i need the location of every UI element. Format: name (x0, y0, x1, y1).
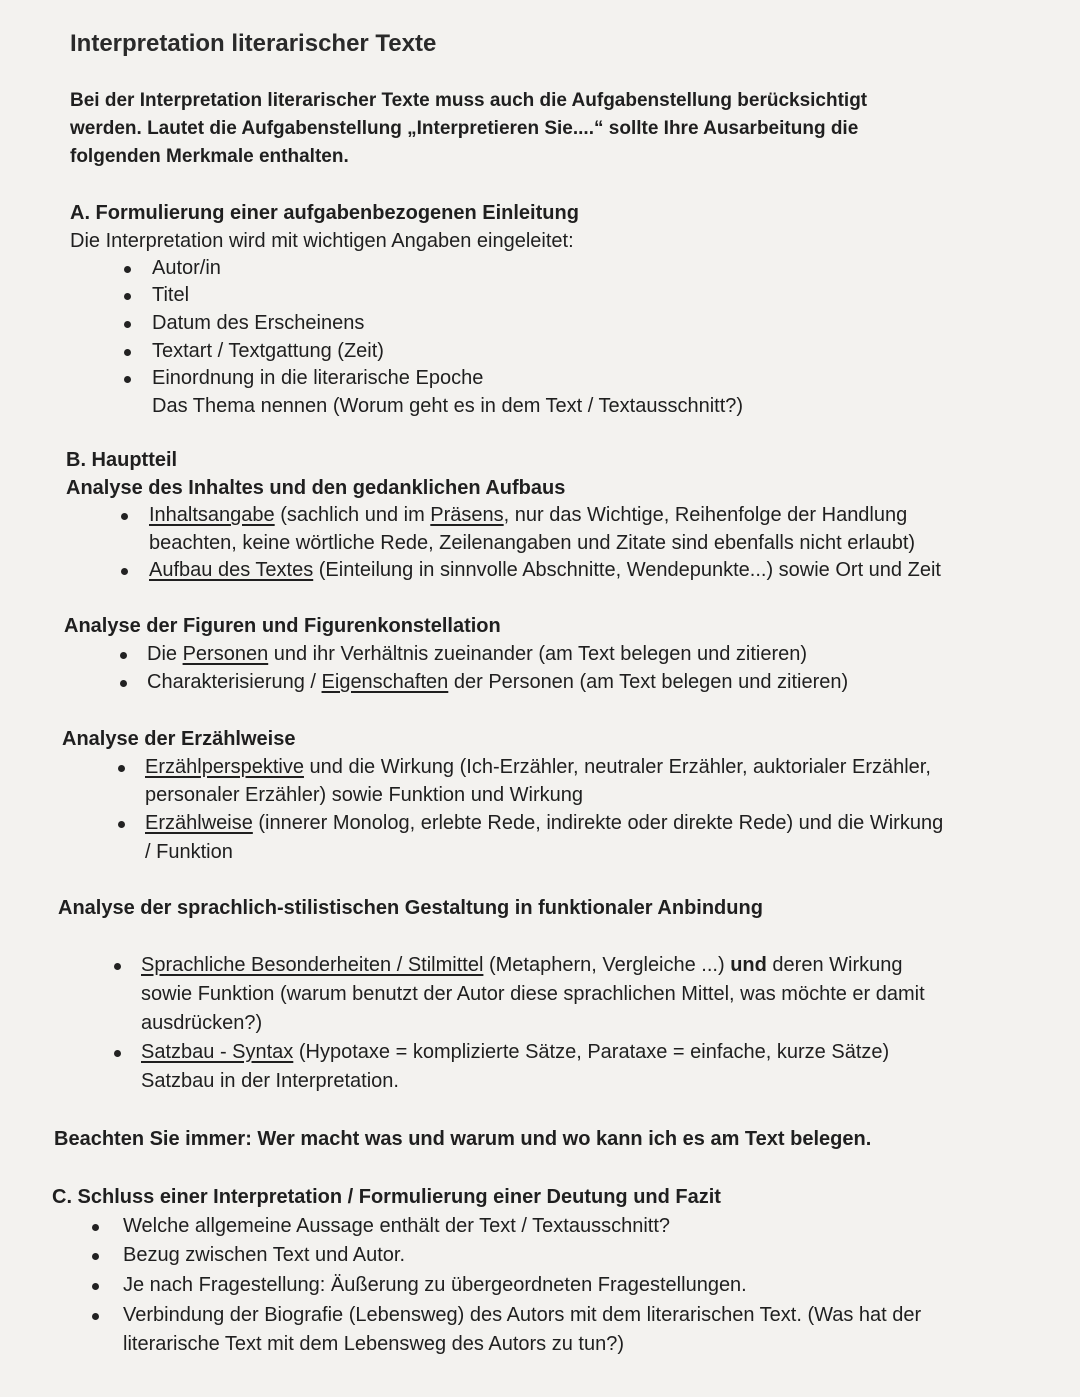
sub3-item-1 (145, 756, 931, 779)
page-title: Interpretation literarischer Texte (70, 30, 437, 57)
sub3-item-2-cont: / Funktion (145, 841, 233, 863)
bullet-icon (114, 963, 121, 970)
sub4-item-2-cont: Satzbau in der Interpretation. (141, 1070, 399, 1092)
section-c-item: Verbindung der Biografie (Lebensweg) des Autors mit dem literarischen Text. (Was hat der (123, 1304, 922, 1326)
eigenschaften-term: Eigenschaften (321, 671, 449, 693)
erzaehlperspektive-term: Erzählperspektive (145, 756, 304, 778)
text-run: (Metaphern, Vergleiche ...) (483, 954, 731, 976)
sub2-item-1 (147, 643, 807, 666)
sub2-item-2 (147, 671, 848, 694)
section-a-item: Datum des Erscheinens (152, 312, 365, 334)
bullet-icon (114, 1050, 121, 1057)
syntax-term: Satzbau - Syntax (141, 1041, 294, 1063)
text-run: und ihr Verhältnis zueinander (am Text belegen und zitieren) (268, 643, 808, 665)
section-a-item: Titel (152, 284, 190, 306)
bullet-icon (92, 1283, 99, 1290)
und-emphasis: und (730, 954, 767, 976)
text-run: (Hypotaxe = komplizierte Sätze, Parataxe = einfache, kurze Sätze) (293, 1041, 890, 1063)
sub4-item-2 (141, 1041, 889, 1064)
section-a-heading: A. Formulierung einer aufgabenbezogenen Einleitung (70, 202, 579, 224)
bullet-icon (124, 266, 131, 273)
section-a-lead: Die Interpretation wird mit wichtigen Angaben eingeleitet: (70, 230, 574, 252)
intro-line-1: Bei der Interpretation literarischer Texte muss auch die Aufgabenstellung berücksichtigt (70, 90, 868, 111)
sub1-item-2 (149, 559, 941, 582)
section-b-sub2-heading: Analyse der Figuren und Figurenkonstellation (64, 615, 501, 637)
erzaehlweise-term: Erzählweise (145, 812, 253, 834)
section-b-heading: B. Hauptteil (66, 449, 178, 471)
section-c-item: Welche allgemeine Aussage enthält der Text / Textausschnitt? (123, 1215, 671, 1237)
sub4-item-1 (141, 954, 902, 977)
section-a-item: Autor/in (152, 257, 221, 279)
stilmittel-term: Sprachliche Besonderheiten / Stilmittel (141, 954, 484, 976)
bullet-icon (92, 1224, 99, 1231)
section-c-item: Je nach Fragestellung: Äußerung zu übergeordneten Fragestellungen. (123, 1274, 747, 1296)
text-run: Charakterisierung / (147, 671, 322, 693)
sub1-item-1 (149, 504, 907, 527)
bullet-icon (120, 680, 127, 687)
text-run: (Einteilung in sinnvolle Abschnitte, Wendepunkte...) sowie Ort und Zeit (313, 559, 941, 581)
bullet-icon (118, 765, 125, 772)
bullet-icon (92, 1313, 99, 1320)
bullet-icon (121, 568, 128, 575)
sub3-item-2 (145, 812, 943, 835)
text-run: und die Wirkung (Ich-Erzähler, neutraler Erzähler, auktorialer Erzähler, (303, 756, 931, 778)
text-run: , nur das Wichtige, Reihenfolge der Handlung (503, 504, 908, 526)
section-b-sub3-heading: Analyse der Erzählweise (62, 728, 296, 750)
bullet-icon (118, 821, 125, 828)
aufbau-term: Aufbau des Textes (149, 559, 314, 581)
section-a-note: Das Thema nennen (Worum geht es in dem Text / Textausschnitt?) (152, 395, 744, 417)
praesens-term: Präsens (430, 504, 504, 526)
text-run: (sachlich und im (274, 504, 431, 526)
personen-term: Personen (182, 643, 269, 665)
text-run: der Personen (am Text belegen und zitieren) (448, 671, 849, 693)
section-b-sub1-heading: Analyse des Inhaltes und den gedanklichen Aufbaus (66, 477, 566, 499)
sub4-item-1-cont2: ausdrücken?) (141, 1012, 263, 1034)
text-run: Die (147, 643, 183, 665)
intro-line-3: folgenden Merkmale enthalten. (70, 146, 349, 167)
section-c-item-cont: literarische Text mit dem Lebensweg des Autors zu tun?) (123, 1333, 624, 1355)
section-a-item: Textart / Textgattung (Zeit) (152, 340, 384, 362)
text-run: deren Wirkung (766, 954, 903, 976)
section-b-sub4-heading: Analyse der sprachlich-stilistischen Gestaltung in funktionaler Anbindung (58, 897, 763, 919)
section-c-heading: C. Schluss einer Interpretation / Formulierung einer Deutung und Fazit (52, 1186, 721, 1208)
sub4-item-1-cont: sowie Funktion (warum benutzt der Autor diese sprachlichen Mittel, was möchte er damit (141, 983, 925, 1005)
reminder-text: Beachten Sie immer: Wer macht was und warum und wo kann ich es am Text belegen. (54, 1128, 872, 1150)
text-run: (innerer Monolog, erlebte Rede, indirekte oder direkte Rede) und die Wirkung (252, 812, 944, 834)
inhaltsangabe-term: Inhaltsangabe (149, 504, 275, 526)
sub1-item-1-cont: beachten, keine wörtliche Rede, Zeilenangaben und Zitate sind ebenfalls nicht erlaubt) (149, 532, 916, 554)
bullet-icon (124, 349, 131, 356)
bullet-icon (124, 321, 131, 328)
bullet-icon (124, 376, 131, 383)
sub3-item-1-cont: personaler Erzähler) sowie Funktion und Wirkung (145, 784, 583, 806)
bullet-icon (120, 652, 127, 659)
section-c-item: Bezug zwischen Text und Autor. (123, 1244, 406, 1266)
bullet-icon (121, 513, 128, 520)
section-a-item: Einordnung in die literarische Epoche (152, 367, 484, 389)
bullet-icon (92, 1253, 99, 1260)
intro-line-2: werden. Lautet die Aufgabenstellung „Interpretieren Sie....“ sollte Ihre Ausarbeitung die (70, 118, 859, 139)
bullet-icon (124, 293, 131, 300)
